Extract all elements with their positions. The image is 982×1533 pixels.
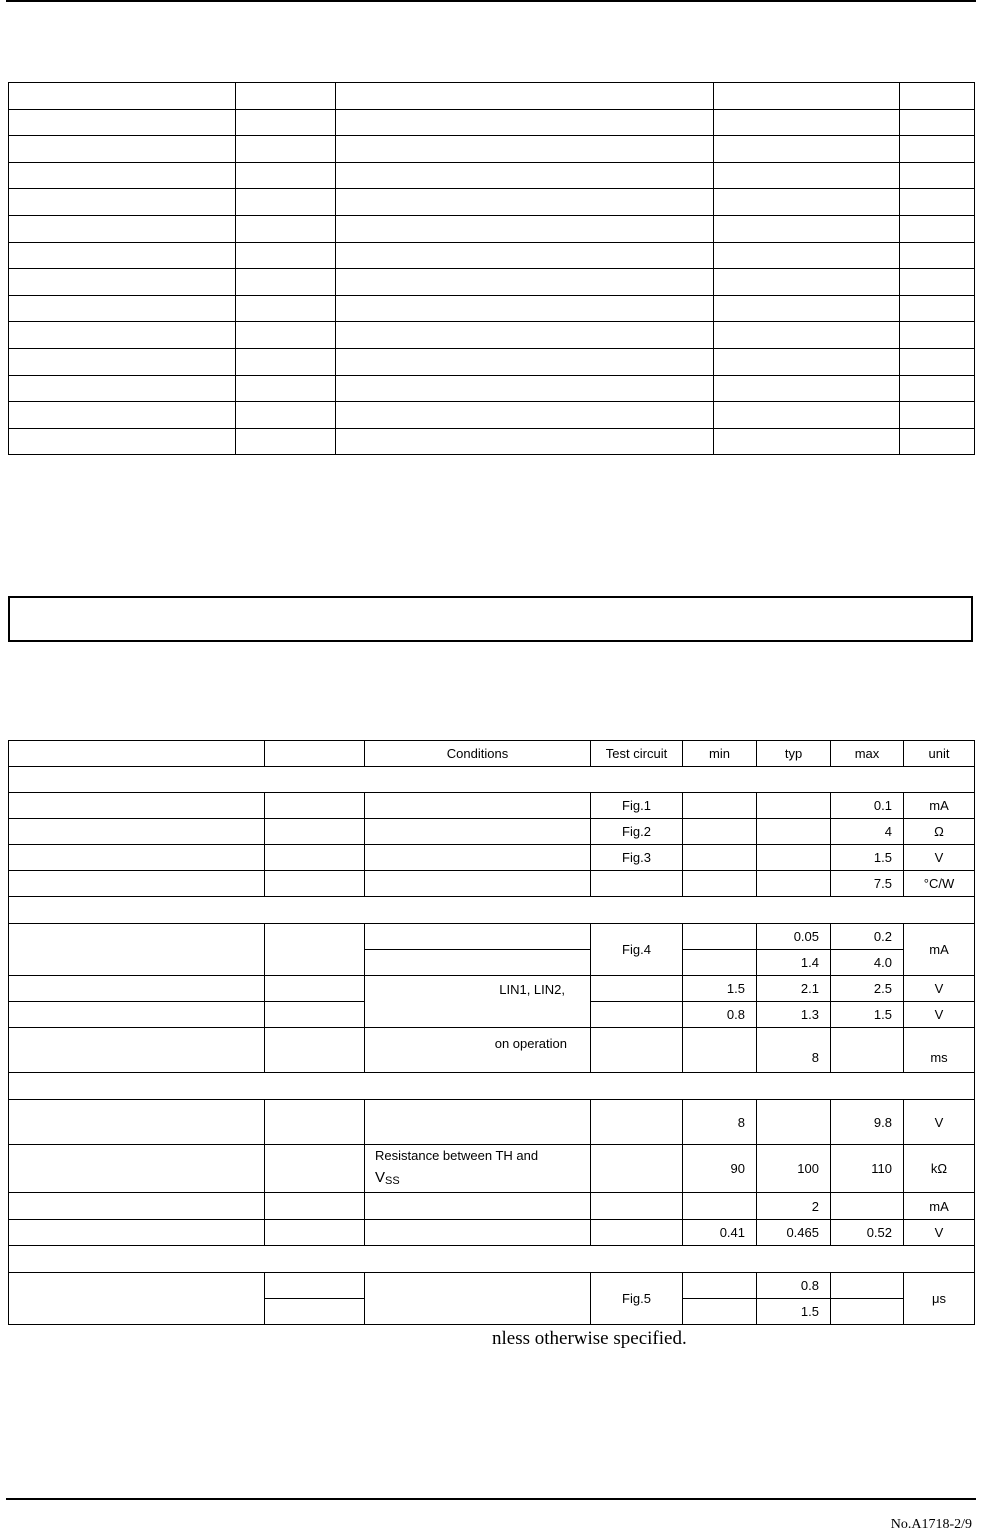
table-row: Fig.3 1.5 V (9, 845, 975, 871)
table-row (9, 136, 975, 163)
table-row (9, 269, 975, 296)
table-row (9, 215, 975, 242)
table-row (9, 428, 975, 455)
footnote: nless otherwise specified. (492, 1328, 687, 1349)
table-row: on operation 8 ms (9, 1028, 975, 1073)
header-typ: typ (757, 741, 831, 767)
table-row: Fig.4 0.05 0.2 mA (9, 924, 975, 950)
section-row (9, 1246, 975, 1273)
table-row: 7.5 °C/W (9, 871, 975, 897)
table-row: 0.8 1.3 1.5 V (9, 1002, 975, 1028)
header-test-circuit: Test circuit (591, 741, 683, 767)
table-row (9, 375, 975, 402)
table-row (9, 189, 975, 216)
table-row (9, 83, 975, 110)
table-row (9, 162, 975, 189)
electrical-characteristics-table (8, 740, 975, 1325)
table-row: Fig.2 4 Ω (9, 819, 975, 845)
section-row (9, 767, 975, 793)
section-row (9, 1073, 975, 1100)
table-row: Fig.1 0.1 mA (9, 793, 975, 819)
header-row (9, 741, 975, 767)
table-row: 1.5 (9, 1299, 975, 1325)
table-row (9, 402, 975, 429)
header-max: max (831, 741, 904, 767)
empty-heading-box (8, 596, 973, 642)
table-row: Resistance between TH and VSS 90 100 110 kΩ (9, 1145, 975, 1193)
table-row: 2 mA (9, 1193, 975, 1220)
table-row: 8 9.8 V (9, 1100, 975, 1145)
top-rule (6, 0, 976, 2)
header-unit: unit (904, 741, 975, 767)
table-row (9, 348, 975, 375)
header-min: min (683, 741, 757, 767)
table-row: 1.4 4.0 (9, 950, 975, 976)
header-conditions: Conditions (365, 741, 591, 767)
bottom-rule (6, 1498, 976, 1500)
table-row: 0.41 0.465 0.52 V (9, 1220, 975, 1246)
table-row (9, 109, 975, 136)
table-row (9, 295, 975, 322)
max-ratings-table (8, 82, 975, 455)
table-row: LIN1, LIN2, 1.5 2.1 2.5 V (9, 976, 975, 1002)
page-number: No.A1718-2/9 (890, 1517, 972, 1532)
table-row (9, 242, 975, 269)
table-row: Fig.5 0.8 μs (9, 1273, 975, 1299)
section-row (9, 897, 975, 924)
table-row (9, 322, 975, 349)
